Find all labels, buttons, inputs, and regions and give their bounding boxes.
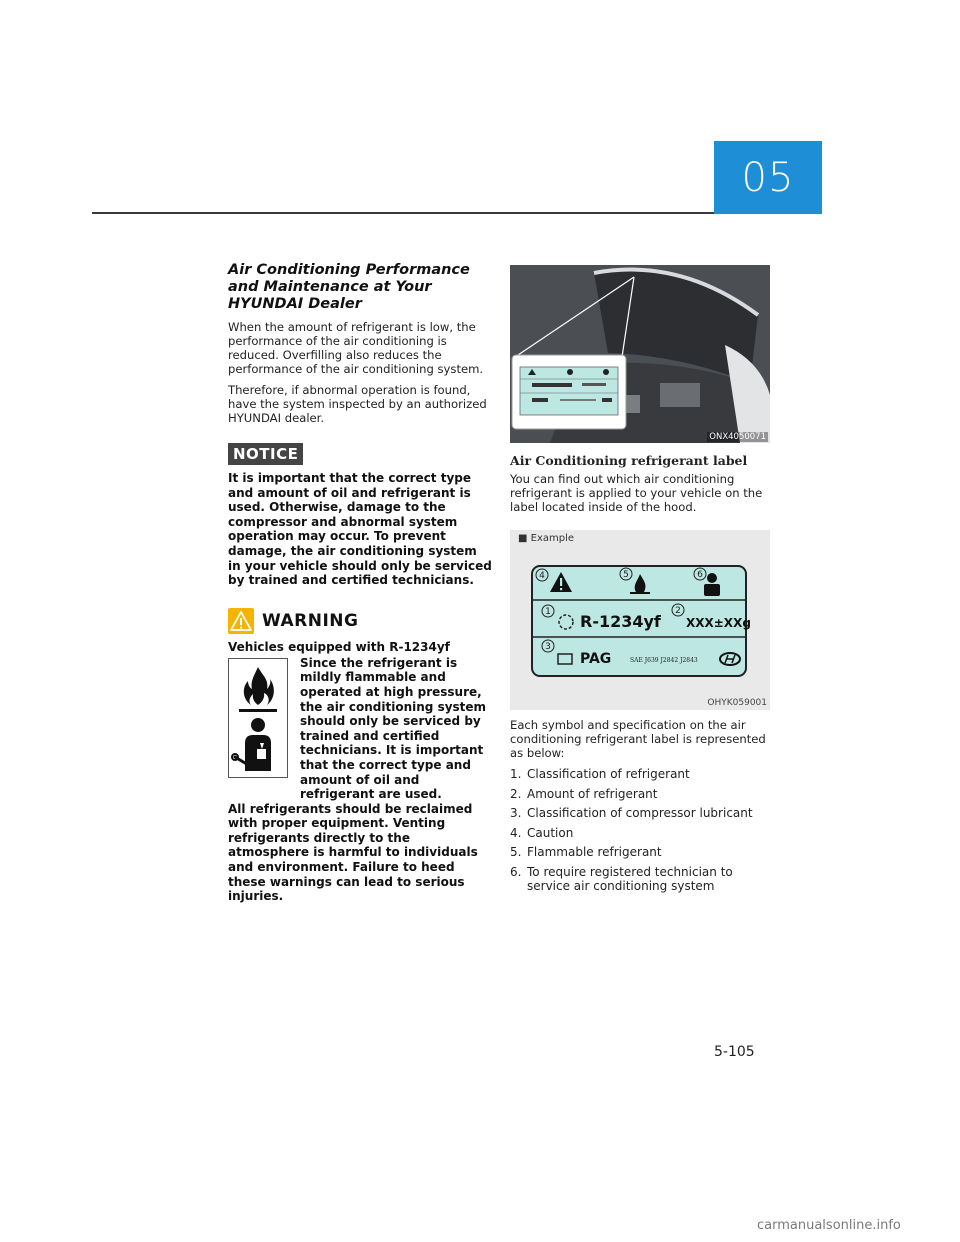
page-number: 5-105	[714, 1044, 755, 1060]
list-item-text: Classification of refrigerant	[527, 767, 690, 781]
list-item-number: 5.	[510, 845, 522, 859]
list-item	[510, 767, 770, 781]
warning-subtitle: Vehicles equipped with R-1234yf	[228, 639, 450, 654]
list-item	[510, 806, 770, 820]
label-circle-number: 6	[697, 570, 703, 580]
warning-title: WARNING	[262, 610, 359, 631]
warning-header	[228, 608, 492, 634]
label-circle-number: 1	[545, 607, 551, 617]
label-circle-number: 2	[675, 606, 681, 616]
paragraph: You can find out which air conditioning refrigerant is applied to your vehicle on the label located inside of the hood.	[510, 472, 763, 514]
list-intro: Each symbol and specification on the air conditioning refrigerant label is represented as below:	[510, 718, 766, 760]
engine-bay-photo	[510, 265, 770, 443]
header-rule	[92, 212, 714, 214]
warning-note: All refrigerants should be reclaimed with proper equipment. Venting refrigerants directly to the atmosphere is harmful to individuals and environment. Failure to heed these warnings can lead to serious injuries.	[228, 801, 478, 904]
warning-text: Since the refrigerant is mildly flammable and operated at high pressure, the air conditioning system should only be serviced by trained and certified technicians. It is important that the correct type and amount of oil and refrigerant are used.	[300, 655, 487, 802]
flammable-technician-icon	[228, 658, 288, 778]
label-refrigerant: R-1234yf	[580, 612, 661, 631]
label-circle-number: 3	[545, 642, 551, 652]
image-code: ONX4050071	[709, 432, 766, 442]
label-sae: SAE J639 J2842 J2843	[630, 657, 698, 664]
warning-row	[228, 656, 492, 802]
refrigerant-label-diagram	[510, 530, 770, 710]
label-example	[510, 530, 770, 710]
watermark: carmanualsonline.info	[757, 1218, 901, 1233]
label-amount: XXX±XXg	[686, 616, 751, 630]
paragraph: When the amount of refrigerant is low, the performance of the air conditioning is reduced. Overfilling also reduces the performance of the air conditioning system.	[228, 320, 484, 376]
notice-box	[228, 443, 492, 588]
list-item-text: Classification of compressor lubricant	[527, 806, 753, 820]
left-column	[228, 262, 492, 904]
chapter-tab: 05	[714, 141, 822, 214]
list-item-number: 2.	[510, 786, 522, 801]
example-label: Example	[530, 533, 575, 544]
list-item-text: Flammable refrigerant	[527, 845, 662, 859]
image-code: OHYK059001	[707, 698, 767, 708]
section-title: Air Conditioning Performance and Maintenance at Your HYUNDAI Dealer	[228, 262, 470, 312]
list-item-text: Caution	[527, 825, 574, 840]
symbol-list	[510, 767, 770, 893]
list-item-text: To require registered technician to service air conditioning system	[527, 864, 733, 893]
list-item-number: 1.	[510, 767, 522, 781]
list-item-number: 3.	[510, 806, 522, 820]
list-item	[510, 787, 770, 801]
label-circle-number: 4	[539, 571, 545, 581]
right-column	[510, 265, 770, 898]
list-item-number: 6.	[510, 864, 522, 879]
list-item	[510, 865, 770, 893]
label-oil: PAG	[580, 651, 612, 667]
warning-icon	[228, 608, 254, 634]
notice-text: It is important that the correct type and amount of oil and refrigerant is used. Otherwise, damage to the compressor and abnormal system operation may occur. To prevent damage, the air conditioning system in your vehicle should only be serviced by trained and certified technicians.	[228, 471, 492, 588]
list-item-number: 4.	[510, 825, 522, 840]
example-tag: ■ Example	[518, 533, 575, 544]
label-circle-number: 5	[623, 570, 629, 580]
figure-caption: Air Conditioning refrigerant label	[510, 453, 748, 468]
hood-open-illustration	[510, 265, 770, 443]
notice-badge: NOTICE	[228, 443, 303, 465]
paragraph: Therefore, if abnormal operation is found, have the system inspected by an authorized HYUNDAI dealer.	[228, 383, 487, 425]
list-item	[510, 826, 770, 840]
list-item	[510, 845, 770, 859]
list-item-text: Amount of refrigerant	[527, 786, 658, 801]
